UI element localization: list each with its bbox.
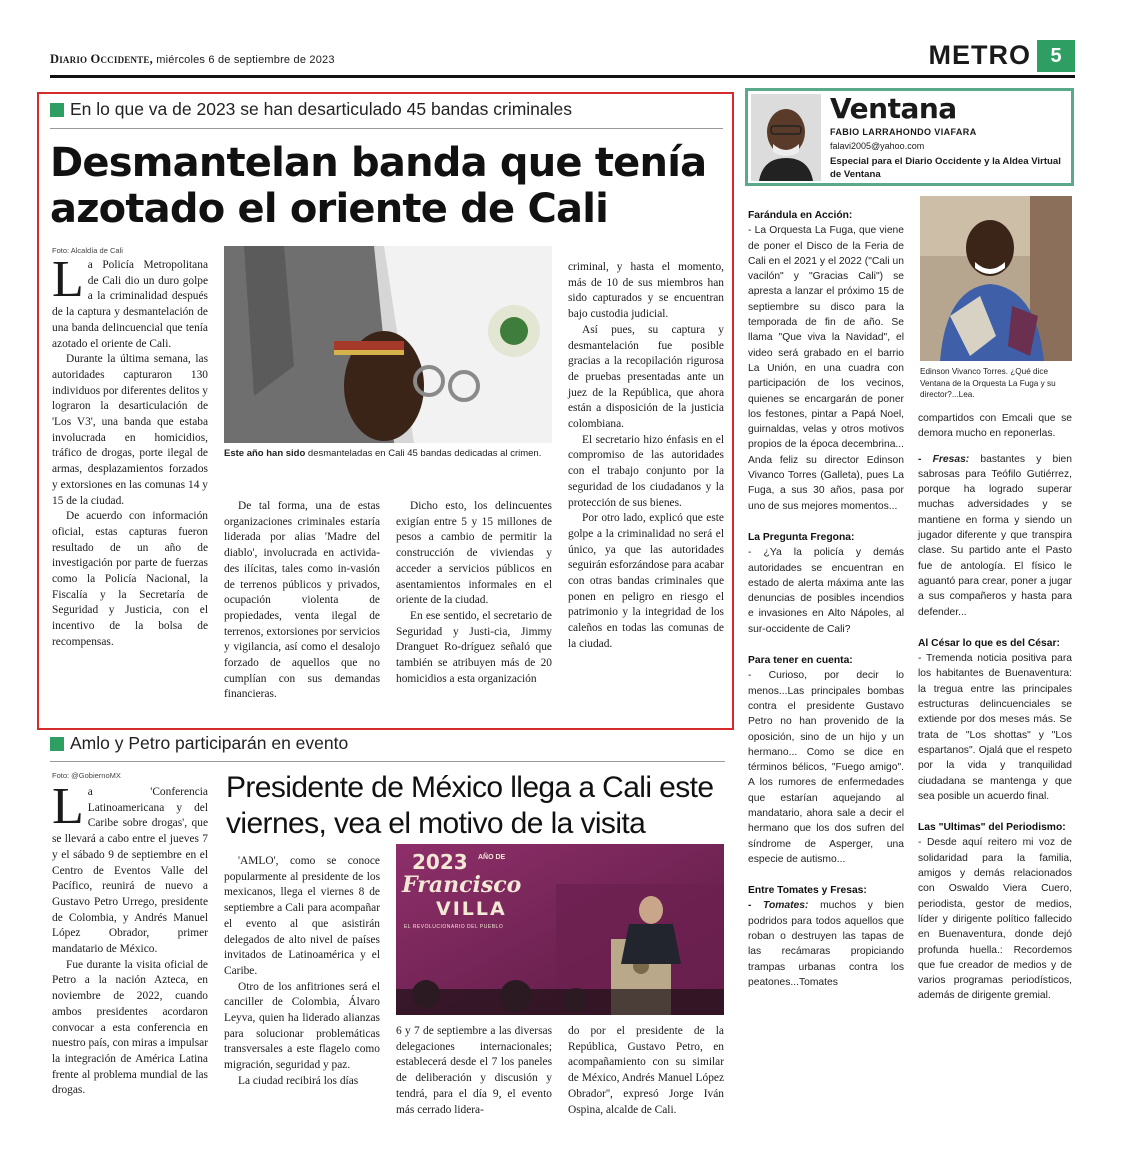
section-title: METRO <box>928 40 1031 70</box>
paragraph: De tal forma, una de estas organizaciones criminales estaría liderada por alias 'Madre del diablo', involucrada en activida-des ilícitas, tales como in-vasión de terrenos públicos y privados, ocupación violenta de propiedades, venta ilegal de terrenos, extorsiones por servicios y vigilancia, así como el desalojo forzado de aquellos que no cumplían con sus demandas financieras. <box>224 500 380 701</box>
article2-headline <box>226 770 713 842</box>
paragraph <box>748 898 904 990</box>
spacer <box>918 620 1072 636</box>
photo-subtitle-text: EL REVOLUCIONARIO DEL PUEBLO <box>404 924 504 930</box>
paragraph: 'AMLO', como se conoce popularmente al presidente de los mexicanos, llega el viernes 8 de septiembre a Cali para acompañar el evento al que asistirán delegados de alto nivel de países invitados de Latinoamérica y el Caribe. <box>224 855 380 977</box>
article1-column-4 <box>568 260 724 653</box>
arrest-illustration <box>224 246 552 443</box>
paragraph: - Desde aquí reitero mi voz de solidaridad para la familia, amigos y demás relacionados con Oswaldo Viera Cuero, periodista, gestor de medios, líder y dirigente político fallecido en Buenaventura, donde dejó profunda huella.: Recordemos que fue creador de medios y de varios programas periodísticos, además de dirigente gremial. <box>918 837 1072 1002</box>
subhead-tener: Para tener en cuenta: <box>748 655 853 667</box>
paragraph: compartidos con Emcali que se demora mucho en reponerlas. <box>918 413 1072 440</box>
ventana-photo-caption: Edinson Vivanco Torres. ¿Qué dice Ventana de la Orquesta La Fuga y su director?...Lea. <box>920 367 1056 399</box>
article1-column-3 <box>396 499 552 687</box>
edinson-vivanco-photo <box>920 196 1072 361</box>
paragraph: - Tremenda noticia positiva para los habitantes de Buenaventura: la tregua entre las principales estructuras delincuenciales se extiende por dos meses más. Se trata de "Los shottas" y "Los espartanos". Ojalá que el respeto por la vida y tranquilidad ciudadana se mantenga y que sea posible un acuerdo final. <box>918 653 1072 802</box>
article2-kicker-text: Amlo y Petro participarán en evento <box>70 733 349 753</box>
spacer <box>918 442 1072 452</box>
issue-date: miércoles 6 de septiembre de 2023 <box>156 54 335 66</box>
article1-photo-caption <box>224 448 554 460</box>
photo-name1-text: Francisco <box>402 872 522 898</box>
caption-bold: Este año han sido <box>224 448 306 459</box>
subhead-tomates: Entre Tomates y Fresas: <box>748 885 867 897</box>
subhead-cesar: Al César lo que es del César: <box>918 637 1060 649</box>
paragraph: De acuerdo con información oficial, estas capturas fueron resultado de un año de investigación por parte de fuerzas como la Policía Nacional, la Fiscalía y la Secretaría de Seguridad y Justicia, con el incentivo de la bolsa de recompensas. <box>52 510 208 648</box>
ventana-column-b <box>918 411 1072 1004</box>
kicker-rule <box>50 128 723 129</box>
paragraph: Fue durante la visita oficial de Petro a la nación Azteca, en noviembre de 2022, cuando ambos presidentes acordaron convocar a esta conferencia en nuestro país, con miras a impulsar la integración de América Latina frente al problema mundial de las drogas. <box>52 958 208 1097</box>
article1-kicker-text: En lo que va de 2023 se han desarticulado 45 bandas criminales <box>70 99 573 119</box>
paragraph: - La Orquesta La Fuga, que viene de poner el Disco de la Feria de Cali en el 2021 y el 2022 ("Cali un vacilón" y "Gracias Cali") se apresta a lanzar el próximo 15 de septiembre su disco para la temporada de fin de año. Se llama "Que viva la Navidad", el video será grabado en el barrio La Unión, en una cuadra con participación de los vecinos, quienes se encargarán de poner los festones, pintar a Papá Noel, guirnaldas, velas y otros motivos propios de la época decembrina... Anda feliz su director Edinson Vivanco Torres (Galleta), pues La Fuga, a sus 30 años, pasa por uno de sus mejores momentos... <box>748 225 904 512</box>
spacer <box>748 867 904 883</box>
photo-name2-text: VILLA <box>436 898 507 920</box>
columnist-name: FABIO LARRAHONDO VIAFARA <box>830 127 977 137</box>
paragraph: 6 y 7 de septiembre a las diversas delegaciones internacionales; establecerá desde el 7 los paneles de deliberación y discusión y tendrá, para el día 9, el evento más cerrado lidera- <box>396 1025 552 1116</box>
article1-column-1 <box>52 251 208 651</box>
paragraph: a Policía Metropolitana de Cali dio un duro golpe a la criminalidad después de la captura y desmantelación de una banda delincuencial que tenía azotado el oriente de Cali. <box>52 259 208 350</box>
dropcap: L <box>52 778 84 835</box>
article1-headline-line1: Desmantelan banda que tenía <box>50 140 707 186</box>
article2-column-2 <box>224 854 380 1090</box>
article2-photo-credit: Foto: @GobiernoMX <box>52 771 121 780</box>
photo-year-text: 2023 <box>412 850 468 874</box>
handcuffed-arrest-photo <box>224 246 552 443</box>
column-credit: Especial para el Diario Occidente y la Aldea Virtual de Ventana <box>830 156 1061 180</box>
article2-column-4 <box>568 1024 724 1118</box>
paragraph: Dicho esto, los delincuentes exigían entre 5 y 15 millones de pesos a cambio de permitir la construcción de viviendas y acceder a servicios públicos en asentamientos informales en el oriente de la ciudad. <box>396 500 552 607</box>
paragraph: Otro de los anfitriones será el canciller de Colombia, Álvaro Leyva, quien ha liderado alianzas para solucionar problemáticas transversales a este flagelo como migración, seguridad y paz. <box>224 980 380 1072</box>
article1-headline <box>50 140 706 232</box>
photo-ano-de-text: AÑO DE <box>478 854 506 861</box>
paragraph: Durante la última semana, las autoridades capturaron 130 individuos por diferentes delitos y lograron la desarticulación de 'Los V3', una banda que estaba involucrada en homicidios, tráfico de drogas, porte ilegal de armas, desplazamientos forzados y extorsiones en las comunas 14 y 15 de la ciudad. <box>52 353 208 507</box>
ventana-column-a <box>748 208 904 990</box>
green-square-icon <box>50 737 64 751</box>
paragraph: Por otro lado, explicó que este golpe a la criminalidad no será el único, ya que las autoridades seguirán esforzándose para acabar con otras bandas criminales que ponen en peligro en riesgo el patrimonio y la integridad de los caleños en todas las comunas de la ciudad. <box>568 512 724 650</box>
article2-kicker <box>50 733 348 754</box>
subhead-farandula: Farándula en Acción: <box>748 210 853 221</box>
amlo-press-photo <box>396 844 724 1015</box>
paragraph: En ese sentido, el secretario de Seguridad y Justi-cia, Jimmy Dranguet Ro-dríguez señaló que también se atribuyen más de 20 homicidios a esta organización <box>396 609 552 685</box>
text-tomates: muchos y bien podridos para todos aquellos que roban o destruyen las tapas de las recámaras propiciando trampas urbanas contra los peatones...Tomates <box>748 900 904 988</box>
article1-kicker <box>50 99 572 120</box>
text-fresas: bastantes y bien sabrosas para Teófilo Gutiérrez, porque ha logrado superar muchas adversidades y se mantiene en forma y siendo un jugador diferente y que transpira clase. Su partido ante el Pasto fue de antología. El físico le aguantó para crear, poner a jugar a sus compañeros y hasta para defender... <box>918 453 1072 618</box>
paper-name: Diario Occidente, <box>50 52 153 66</box>
dropcap: L <box>52 251 84 308</box>
article2-headline-line1: Presidente de México llega a Cali este <box>226 771 714 804</box>
columnist-portrait <box>751 94 821 181</box>
spacer <box>748 514 904 530</box>
spacer <box>748 637 904 653</box>
column-title: Ventana <box>830 92 957 125</box>
article2-column-3 <box>396 1024 552 1118</box>
subhead-pregunta: La Pregunta Fregona: <box>748 531 855 543</box>
green-square-icon <box>50 103 64 117</box>
spacer <box>918 804 1072 820</box>
paragraph: criminal, y hasta el momento, más de 10 de sus miembros han sido capturados y se encuentran bajo custodia judicial. <box>568 261 724 321</box>
subhead-ultimas: Las "Ultimas" del Periodismo: <box>918 822 1066 834</box>
page-header <box>50 38 1075 78</box>
article2-column-1 <box>52 778 208 1099</box>
paragraph: - Curioso, por decir lo menos...Las principales bombas contra el presidente Gustavo Petro no han provenido de la oposición, sino de un hijo y un hermano... Como se dice en términos bélicos, "Fuego amigo". A los rumores de enfermedades que estarían aquejando al mandatario, ahora sale a decir el hermano que los dos sufren del síndrome de Asperger, una especie de autismo... <box>748 670 904 865</box>
paragraph: Así pues, su captura y desmantelación fue posible gracias a la recopilación rigurosa de pruebas presentadas ante un juez de la República, que ahora están a disposición de la justicia colombiana. <box>568 323 724 431</box>
paragraph <box>918 452 1072 620</box>
lead-tomates: - Tomates: <box>748 900 809 912</box>
article2-headline-line2: viernes, vea el motivo de la visita <box>226 807 646 840</box>
paragraph: - ¿Ya la policía y demás autoridades se encuentran en estado de alerta máxima ante las denuncias de posibles incendios e invasiones en Alto Nápoles, al sur-occidente de Cali? <box>748 547 904 635</box>
columnist-portrait-illustration <box>751 94 821 181</box>
paragraph: do por el presidente de la República, Gustavo Petro, en acompañamiento con su similar de México, Andrés Manuel López Obrador'', expresó Jorge Iván Ospina, alcalde de Cali. <box>568 1025 724 1116</box>
columnist-email: falavi2005@yahoo.com <box>830 141 925 151</box>
paragraph: a 'Conferencia Latinoamericana y del Caribe sobre drogas', que se llevará a cabo entre el jueves 7 y el sábado 9 de septiembre en el Centro de Eventos Valle del Pacífico, reunirá de nuevo a Gustavo Petro Urrego, presidente de Colombia, y Andrés Manuel López Obrador, primer mandatario de México. <box>52 786 208 956</box>
page-number: 5 <box>1037 40 1075 72</box>
singer-illustration <box>920 196 1072 361</box>
article1-column-2 <box>224 499 380 703</box>
lead-fresas: - Fresas: <box>918 453 970 465</box>
caption-text: desmanteladas en Cali 45 bandas dedicadas al crimen. <box>305 448 542 459</box>
kicker-rule <box>50 761 725 762</box>
paragraph: El secretario hizo énfasis en el compromiso de las autoridades con el trabajo conjunto por la seguridad de los ciudadanos y la protección de sus bienes. <box>568 433 724 509</box>
article1-photo-credit: Foto: Alcaldía de Cali <box>52 246 123 255</box>
paragraph: La ciudad recibirá los días <box>238 1074 359 1087</box>
article1-headline-line2: azotado el oriente de Cali <box>50 186 609 232</box>
masthead <box>50 52 335 67</box>
